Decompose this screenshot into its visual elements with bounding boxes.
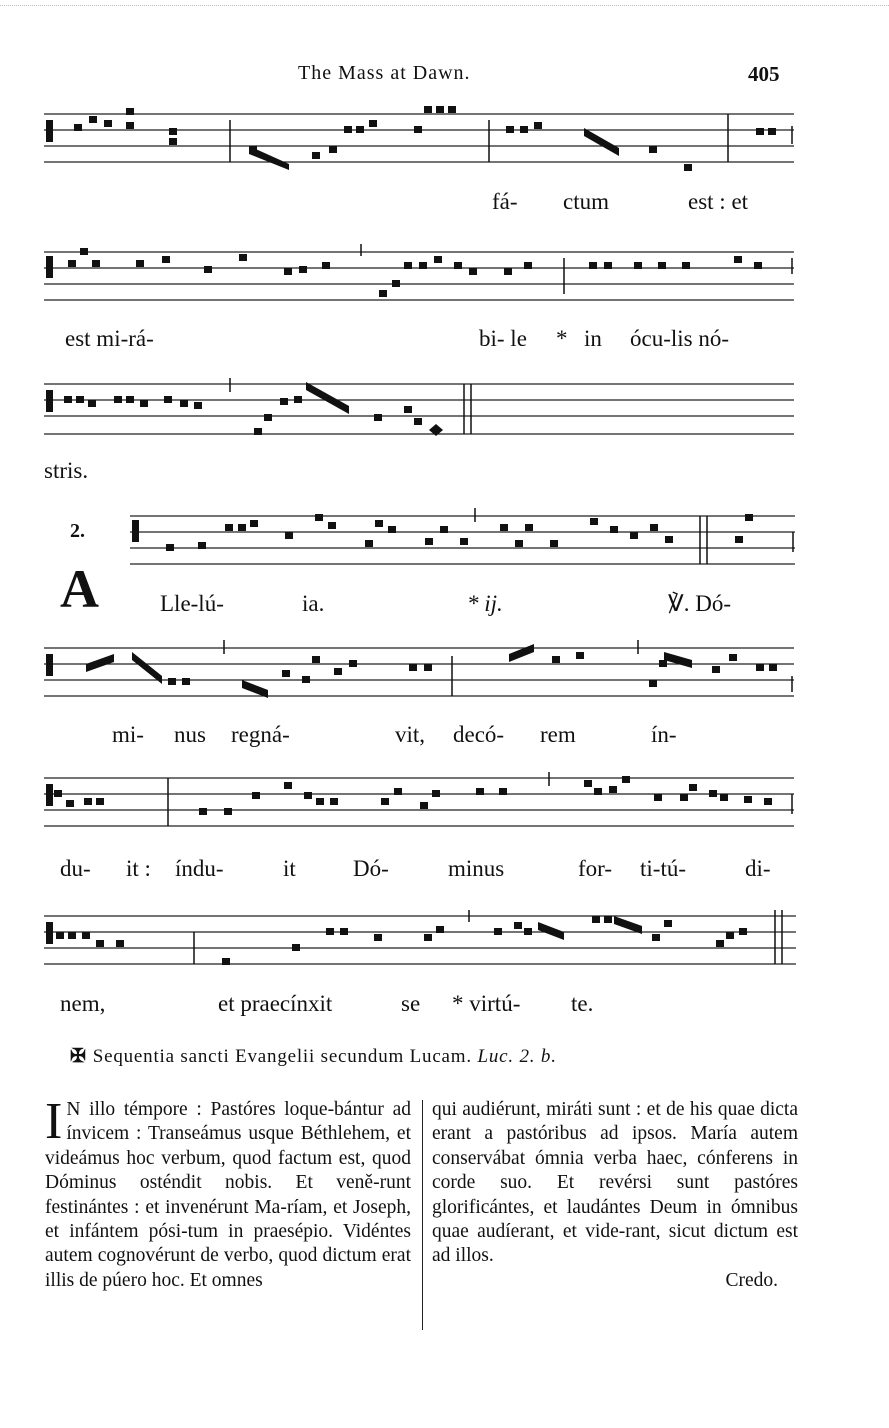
- lyric-syllable: di-: [745, 856, 771, 881]
- gospel-left-text: N illo témpore : Pastóres loque-bántur ad ínvicem : Transeámus usque Béthlehem, et videámus hoc verbum, quod factum est, quod Dóminus osténdit nobis. Et veně-runt festinántes : et invenérunt Ma-ríam, et Joseph, et infántem pósi-tum in praesépio. Vidéntes autem cognovérunt de verbo, quod dictum erat illis de púero hoc. Et omnes: [45, 1099, 411, 1291]
- lyric-syllable: it: [283, 856, 296, 881]
- gospel-left-column: [45, 1093, 411, 1293]
- column-divider: [422, 1100, 423, 1330]
- lyric-syllable: fá-: [492, 189, 518, 214]
- lyric-syllable: te.: [571, 991, 594, 1016]
- lyric-syllable: in: [584, 326, 602, 351]
- credo-rubric: Credo.: [725, 1269, 778, 1291]
- lyric-syllable: ti-tú-: [640, 856, 686, 881]
- lyric-syllable: *: [556, 326, 568, 351]
- gospel-right-column: [432, 1098, 798, 1293]
- chant-staff-5: [44, 640, 794, 710]
- lyric-syllable: ócu-lis nó-: [630, 326, 730, 351]
- lyric-syllable: Dó-: [353, 856, 389, 881]
- lyric-syllable: ín-: [651, 722, 677, 747]
- chant-staff-4: [130, 508, 795, 578]
- lyric-syllable: rem: [540, 722, 576, 747]
- running-title: The Mass at Dawn.: [298, 62, 471, 84]
- lyric-syllable: ia.: [302, 591, 325, 616]
- lyric-syllable: mi-: [112, 722, 144, 747]
- gospel-heading-text: Sequentia sancti Evangelii secundum Lucam.: [92, 1046, 472, 1067]
- gospel-drop-initial: I: [45, 1093, 63, 1150]
- chant-staff-2: [44, 244, 794, 316]
- chant-staff-3: [44, 378, 794, 448]
- lyric-syllable: nus: [174, 722, 206, 747]
- verse-number: 2.: [70, 520, 85, 542]
- cross-icon: ✠: [70, 1046, 87, 1067]
- lyric-repeat-mark: * ij.: [467, 591, 503, 616]
- lyric-syllable: et praecínxit: [218, 991, 333, 1016]
- lyric-syllable: Lle-lú-: [160, 591, 224, 616]
- lyric-syllable: ctum: [563, 189, 609, 214]
- gospel-right-text: qui audiérunt, miráti sunt : et de his quae dicta erant a pastóribus ad ipsos. María autem conservábat ómnia verba haec, cónferens in corde suo. Et revérsi sunt pastóres glorificántes, et laudántes Deum in ómnibus quae audíerant, et vide-rant, sicut dictum est ad illos.: [432, 1099, 798, 1267]
- chant-staff-1: [44, 106, 794, 178]
- lyric-syllable: stris.: [44, 458, 89, 483]
- top-edge-rule: [0, 5, 889, 6]
- lyric-syllable: decó-: [453, 722, 505, 747]
- lyric-syllable: nem,: [60, 991, 106, 1016]
- lyric-syllable: ℣. Dó-: [668, 591, 732, 616]
- lyric-syllable: vit,: [395, 722, 426, 747]
- lyric-syllable: minus: [448, 856, 505, 881]
- lyric-syllable: * virtú-: [452, 991, 521, 1016]
- lyric-syllable: du-: [60, 856, 91, 881]
- chant-staff-6: [44, 772, 794, 842]
- lyric-syllable: est : et: [688, 189, 749, 214]
- chant-staff-7: [44, 910, 796, 980]
- lyric-syllable: for-: [578, 856, 613, 881]
- page-number: 405: [748, 62, 780, 86]
- lyric-syllable: índu-: [175, 856, 224, 881]
- gospel-heading: [70, 1045, 557, 1068]
- lyric-syllable: regná-: [231, 722, 290, 747]
- drop-initial: A: [60, 559, 99, 619]
- lyric-syllable: est mi-rá-: [65, 326, 154, 351]
- gospel-reference: Luc. 2. b.: [477, 1046, 557, 1067]
- lyric-syllable: se: [401, 991, 421, 1016]
- lyric-syllable: it :: [126, 856, 151, 881]
- lyric-syllable: bi- le: [479, 326, 527, 351]
